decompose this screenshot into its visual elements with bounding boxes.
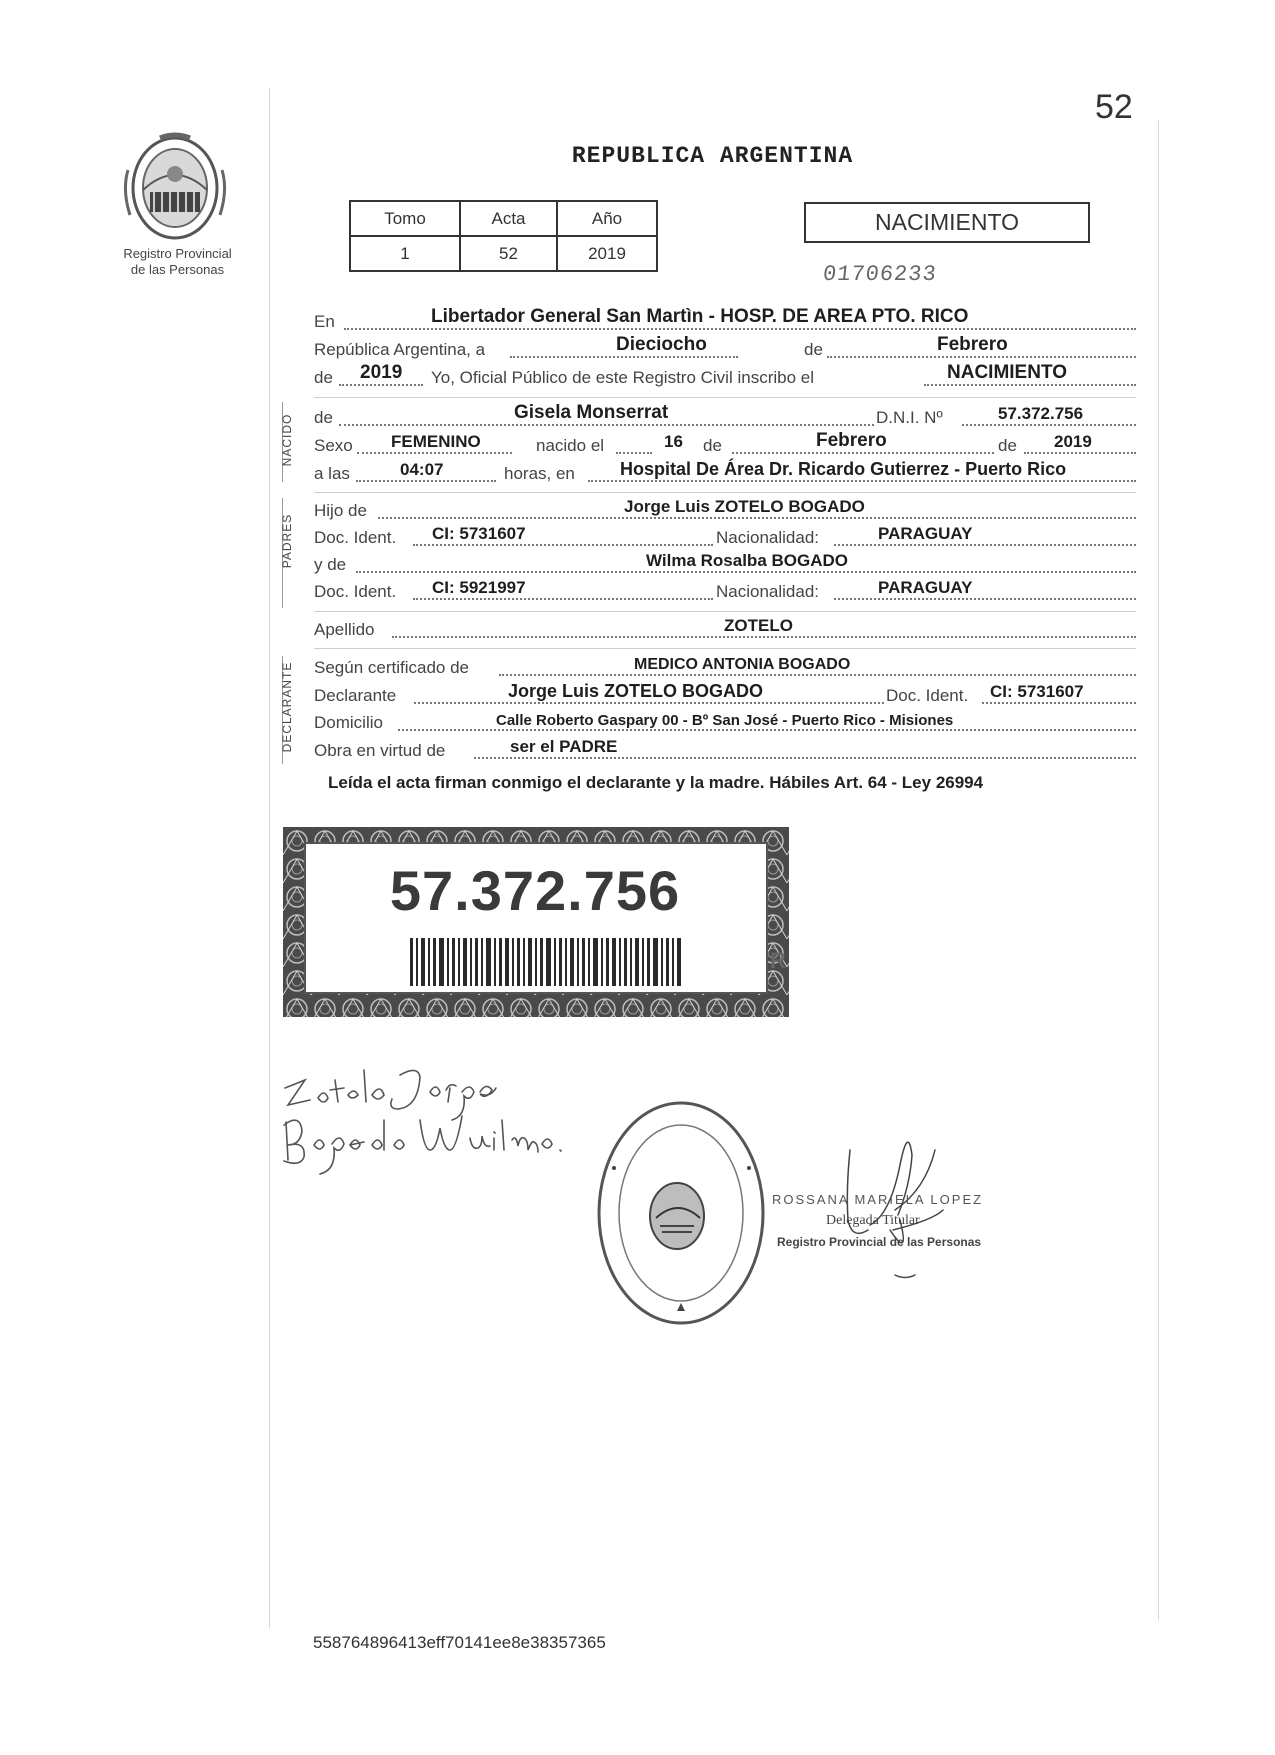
birth-day: 16 bbox=[664, 432, 683, 451]
document-title: REPUBLICA ARGENTINA bbox=[571, 143, 854, 169]
tomo-value: 1 bbox=[350, 236, 460, 271]
registry-table-header-row bbox=[350, 201, 657, 236]
dni-barcode bbox=[410, 938, 685, 986]
domicilio-value: Calle Roberto Gaspary 00 - Bº San José - Puerto Rico - Misiones bbox=[496, 712, 954, 729]
en-label: En bbox=[314, 312, 335, 331]
birth-de-label-2: de bbox=[998, 436, 1017, 455]
officer-signature bbox=[775, 1130, 1030, 1290]
nacido-el-label: nacido el bbox=[536, 436, 605, 455]
day-value: Dieciocho bbox=[616, 334, 707, 355]
left-margin-line bbox=[269, 88, 270, 1628]
officer-office: Registro Provincial de las Personas bbox=[777, 1235, 982, 1249]
sexo-value: FEMENINO bbox=[391, 432, 481, 451]
row-mother-doc bbox=[314, 578, 1136, 604]
nacido-de-label: de bbox=[314, 408, 333, 427]
tomo-header: Tomo bbox=[350, 201, 460, 236]
father-doc-label: Doc. Ident. bbox=[314, 528, 397, 547]
birth-month: Febrero bbox=[816, 430, 887, 451]
dni-label: D.N.I. Nº bbox=[876, 408, 943, 427]
acta-value: 52 bbox=[460, 236, 557, 271]
nacido-name: Gisela Monserrat bbox=[514, 402, 669, 423]
mother-doc: CI: 5921997 bbox=[432, 578, 526, 597]
apellido-value: ZOTELO bbox=[724, 616, 793, 635]
row-hijo-de bbox=[314, 497, 1136, 523]
sexo-label: Sexo bbox=[314, 436, 353, 455]
hijo-de-label: Hijo de bbox=[314, 501, 367, 520]
row-republica bbox=[314, 336, 1136, 362]
mother-name: Wilma Rosalba BOGADO bbox=[646, 551, 848, 570]
birth-time: 04:07 bbox=[400, 460, 444, 479]
year-prefix-label: de bbox=[314, 368, 333, 387]
mother-nationality: PARAGUAY bbox=[878, 578, 973, 597]
separator-padres bbox=[314, 492, 1136, 493]
serial-number: 01706233 bbox=[821, 262, 938, 287]
row-obra bbox=[314, 737, 1136, 763]
father-nationality: PARAGUAY bbox=[878, 524, 973, 543]
row-certificado bbox=[314, 654, 1136, 680]
record-type-box: NACIMIENTO bbox=[804, 202, 1090, 243]
declarante-doc: CI: 5731607 bbox=[990, 682, 1084, 701]
row-en bbox=[314, 308, 1136, 334]
horas-label: horas, en bbox=[504, 464, 575, 483]
registry-table bbox=[349, 200, 658, 272]
logo-caption-line-1: Registro Provincial bbox=[123, 246, 232, 261]
obra-value: ser el PADRE bbox=[510, 737, 618, 756]
dni-sticker-mark: R bbox=[770, 948, 786, 973]
republica-label: República Argentina, a bbox=[314, 340, 486, 359]
year-value: 2019 bbox=[360, 362, 403, 383]
dni-sticker-number: 57.372.756 bbox=[389, 859, 681, 922]
side-label-nacido: NACIDO bbox=[280, 413, 294, 467]
separator-declarante bbox=[314, 648, 1136, 649]
apellido-label: Apellido bbox=[314, 620, 375, 639]
father-name: Jorge Luis ZOTELO BOGADO bbox=[624, 497, 865, 516]
domicilio-label: Domicilio bbox=[314, 713, 383, 732]
logo-caption bbox=[105, 246, 250, 278]
father-doc: CI: 5731607 bbox=[432, 524, 526, 543]
official-stamp bbox=[594, 1098, 769, 1333]
side-label-declarante: DECLARANTE bbox=[280, 661, 294, 753]
row-declarante bbox=[314, 682, 1136, 708]
row-domicilio bbox=[314, 709, 1136, 735]
row-apellido bbox=[314, 616, 1136, 642]
cert-value: MEDICO ANTONIA BOGADO bbox=[634, 656, 851, 673]
side-label-padres: PADRES bbox=[280, 513, 294, 569]
logo-caption-line-2: de las Personas bbox=[130, 262, 225, 277]
nacido-dni: 57.372.756 bbox=[998, 404, 1084, 423]
right-margin-line bbox=[1158, 120, 1159, 1620]
month-value: Febrero bbox=[937, 334, 1008, 355]
declarante-label: Declarante bbox=[314, 686, 397, 705]
page-number: 52 bbox=[1095, 88, 1133, 126]
birth-place: Hospital De Área Dr. Ricardo Gutierrez - Puerto Rico bbox=[620, 459, 1067, 479]
officer-title: Delegada Titular bbox=[826, 1213, 920, 1228]
registry-table-value-row bbox=[350, 236, 657, 271]
father-nat-label: Nacionalidad: bbox=[716, 528, 820, 547]
separator-apellido-top bbox=[314, 611, 1136, 612]
officer-name: ROSSANA MARIELA LOPEZ bbox=[772, 1192, 984, 1207]
de-label: de bbox=[804, 340, 823, 359]
closing-text: Leída el acta firman conmigo el declarante y la madre. Hábiles Art. 64 - Ley 26994 bbox=[328, 773, 984, 792]
declarante-value: Jorge Luis ZOTELO BOGADO bbox=[508, 681, 764, 701]
inscribo-label: Yo, Oficial Público de este Registro Civil inscribo el bbox=[431, 368, 814, 387]
row-father-doc bbox=[314, 524, 1136, 550]
anio-value: 2019 bbox=[557, 236, 657, 271]
anio-header: Año bbox=[557, 201, 657, 236]
y-de-label: y de bbox=[314, 555, 347, 574]
row-y-de bbox=[314, 551, 1136, 577]
birth-de-label-1: de bbox=[703, 436, 722, 455]
a-las-label: a las bbox=[314, 464, 350, 483]
en-value: Libertador General San Martìn - HOSP. DE AREA PTO. RICO bbox=[431, 306, 969, 327]
row-hora bbox=[314, 460, 1136, 486]
row-sexo bbox=[314, 432, 1136, 458]
obra-label: Obra en virtud de bbox=[314, 741, 446, 760]
cert-label: Según certificado de bbox=[314, 658, 469, 677]
birth-year: 2019 bbox=[1054, 432, 1092, 451]
document-hash: 558764896413eff70141ee8e38357365 bbox=[313, 1633, 606, 1652]
mother-doc-label: Doc. Ident. bbox=[314, 582, 397, 601]
row-nacido-name bbox=[314, 404, 1136, 430]
declarante-doc-label: Doc. Ident. bbox=[886, 686, 969, 705]
row-inscribo bbox=[314, 364, 1136, 390]
handwritten-signatures bbox=[280, 1050, 600, 1180]
separator-nacido bbox=[314, 397, 1136, 398]
acta-header: Acta bbox=[460, 201, 557, 236]
inscribo-value: NACIMIENTO bbox=[947, 362, 1067, 383]
mother-nat-label: Nacionalidad: bbox=[716, 582, 820, 601]
